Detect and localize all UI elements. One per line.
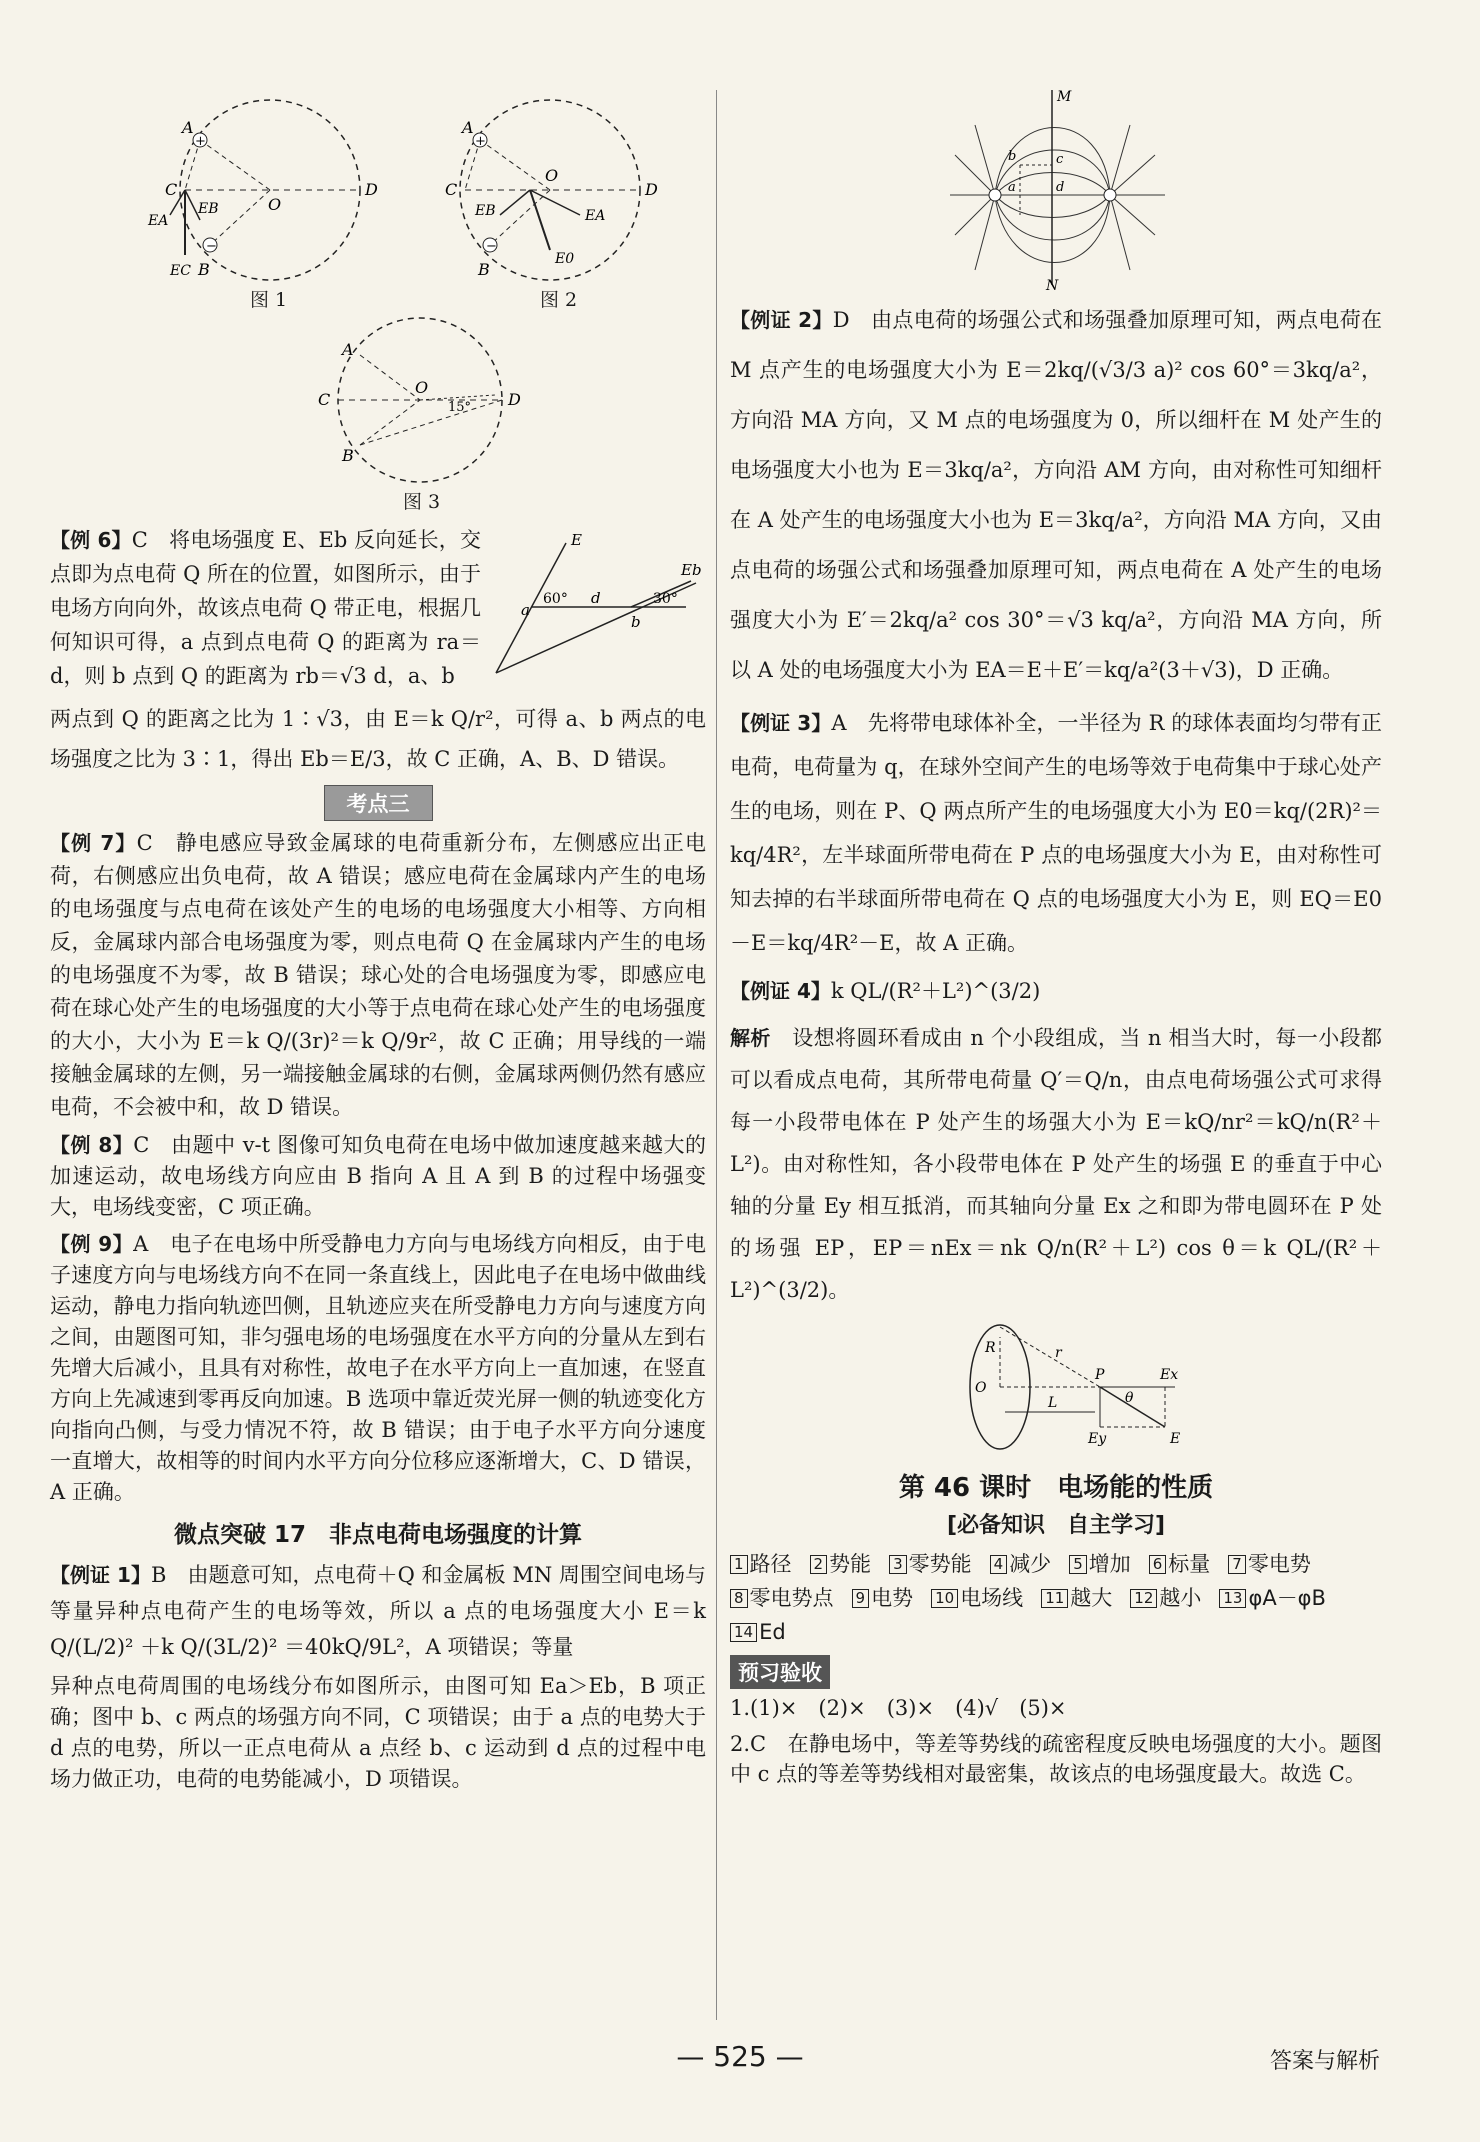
example-7	[50, 827, 706, 1124]
keyword-item	[1219, 1581, 1326, 1615]
keyword-item	[1228, 1547, 1311, 1581]
svg-text:a: a	[521, 601, 530, 619]
svg-text:EC: EC	[170, 263, 191, 279]
keyword-item	[730, 1581, 834, 1615]
verification-1	[50, 1557, 706, 1795]
svg-text:A: A	[462, 118, 474, 137]
keyword-number: 11	[1041, 1589, 1068, 1608]
verification-4-answer: k QL/(R²＋L²)^(3/2)	[830, 979, 1041, 1003]
example-6-tag: 【例 6】	[50, 528, 132, 552]
svg-text:E0: E0	[555, 251, 575, 267]
example-9-text: A 电子在电场中所受静电力方向与电场线方向相反，由于电子速度方向与电场线方向不在同一条直线上，因此电子在电场中做曲线运动，静电力指向轨迹凹侧，且轨迹应夹在所受静电力方向与速度方向之间，由题图可知，非匀强电场的电场强度在水平方向的分量从左到右先增大后减小，且具有对称性，故电子在水平方向上一直加速，在竖直方向上先减速到零再反向加速。B 选项中靠近荧光屏一侧的轨迹变化方向指向凸侧，与受力情况不符，故 B 错误；由于电子水平方向分速度一直增大，故相等的时间内水平方向分位移应逐渐增大，C、D 错误，A 正确。	[50, 1232, 706, 1504]
svg-text:+: +	[475, 134, 486, 149]
verification-3-text: A 先将带电球体补全，一半径为 R 的球体表面均匀带有正电荷，电荷量为 q，在球外空间产生的电场等效于电荷集中于球心处产生的电场，则在 P、Q 两点所产生的电场强度大小为 E0＝kq/(2R)²＝kq/4R²，左半球面所带电荷在 P 点的电场强度大小为 E，由对称性可知去掉的右半球面所带电荷在 Q 点的电场强度大小为 E，则 EQ＝E0－E＝kq/4R²－E，故 A 正确。	[730, 711, 1382, 955]
example-6-text-1: C 将电场强度 E、Eb 反向延长，交点即为点电荷 Q 所在的位置，如图所示，由于电场方向向外，故该点电荷 Q 带正电，根据几何知识可得，a 点到点电荷 Q 的距离为 ra＝d，则 b 点到 Q 的距离为 rb＝√3 d，a、b	[50, 528, 481, 688]
keyword-number: 7	[1228, 1555, 1246, 1574]
keyword-item	[1149, 1547, 1211, 1581]
keyword-item	[730, 1547, 792, 1581]
svg-text:+: +	[195, 134, 206, 149]
keyword-number: 5	[1069, 1555, 1087, 1574]
analysis-text: 设想将圆环看成由 n 个小段组成，当 n 相当大时，每一小段都可以看成点电荷，其所带电荷量 Q′＝Q/n，由点电荷场强公式可求得每一小段带电体在 P 处产生的场强大小为 E＝kQ/nr²＝kQ/n(R²＋L²)。由对称性知，各小段带电体在 P 处产生的场强 E 的垂直于中心轴的分量 Ey 相互抵消，而其轴向分量 Ex 之和即为带电圆环在 P 处的场强 EP，EP＝nEx＝nk Q/n(R²＋L²) cos θ＝k QL/(R²＋L²)^(3/2)。	[730, 1026, 1383, 1302]
keyword-list	[730, 1547, 1382, 1649]
example-8-text: C 由题中 v-t 图像可知负电荷在电场中做加速度越来越大的加速运动，故电场线方向应由 B 指向 A 且 A 到 B 的过程中场强变大，电场线变密，C 项正确。	[50, 1133, 706, 1219]
keyword-number: 3	[889, 1555, 907, 1574]
svg-text:30°: 30°	[653, 591, 678, 607]
svg-text:r: r	[1055, 1345, 1062, 1361]
example-9-tag: 【例 9】	[50, 1232, 134, 1256]
verification-4	[730, 971, 1382, 1311]
keyword-text: 越小	[1159, 1586, 1202, 1610]
micro-breakthrough-heading: 微点突破 17 非点电荷电场强度的计算	[173, 1522, 582, 1548]
keyword-number: 14	[730, 1623, 757, 1642]
footer-section: 答案与解析	[1269, 2049, 1380, 2074]
verification-2	[730, 295, 1382, 695]
keyword-item	[889, 1547, 972, 1581]
figure-3-caption: 图 3	[403, 491, 441, 513]
example-8	[50, 1130, 706, 1223]
svg-text:60°: 60°	[543, 591, 568, 607]
keyword-text: 电场线	[960, 1586, 1024, 1610]
keyword-text: 越大	[1070, 1586, 1113, 1610]
svg-text:−: −	[206, 239, 217, 254]
svg-text:EA: EA	[585, 208, 606, 224]
svg-text:b: b	[631, 613, 641, 631]
keyword-item	[1130, 1581, 1201, 1615]
svg-text:b: b	[1008, 149, 1017, 164]
example-6-figure	[491, 523, 706, 683]
svg-text:Ey: Ey	[1088, 1431, 1107, 1447]
must-know-heading: [必备知识 自主学习]	[946, 1513, 1166, 1538]
keyword-number: 10	[931, 1589, 958, 1608]
example-7-text: C 静电感应导致金属球的电荷重新分布，左侧感应出正电荷，右侧感应出负电荷，故 A 错误；感应电荷在金属球内产生的电场的电场强度与点电荷在该处产生的电场的电场强度大小相等、方向相反，金属球内部合电场强度为零，则点电荷 Q 在金属球内产生的电场的电场强度不为零，故 B 错误；球心处的合电场强度为零，即感应电荷在球心处产生的电场强度的大小等于点电荷在球心处产生的电场强度的大小，大小为 E＝k Q/(3r)²＝k Q/9r²，故 C 正确；用导线的一端接触金属球的左侧，另一端接触金属球的右侧，金属球两侧仍然有感应电荷，不会被中和，故 D 错误。	[50, 831, 706, 1119]
verification-1-text-1: B 由题意可知，点电荷＋Q 和金属板 MN 周围空间电场与等量异种点电荷产生的电场等效，所以 a 点的电场强度大小 E＝k Q/(L/2)² ＋k Q/(3L/2)² ＝40kQ/9L²，A 项错误；等量	[50, 1563, 706, 1659]
figure-2	[420, 85, 680, 315]
example-6-text-2: 两点到 Q 的距离之比为 1∶√3，由 E＝k Q/r²，可得 a、b 两点的电场强度之比为 3∶1，得出 Eb＝E/3，故 C 正确，A、B、D 错误。	[50, 707, 706, 771]
keyword-item	[990, 1547, 1052, 1581]
figures-row-2	[50, 315, 706, 515]
keyword-number: 9	[852, 1589, 870, 1608]
svg-text:Eb: Eb	[681, 561, 702, 579]
keyword-number: 8	[730, 1589, 748, 1608]
svg-text:EA: EA	[148, 213, 169, 229]
example-6	[50, 523, 706, 779]
verification-4-tag: 【例证 4】	[730, 979, 831, 1003]
keyword-item	[852, 1581, 914, 1615]
verification-1-text-2: 异种点电荷周围的电场线分布如图所示，由图可知 Ea＞Eb，B 项正确；图中 b、c 两点的场强方向不同，C 项错误；由于 a 点的电势大于 d 点的电势，所以一正点电荷从 a 点经 b、c 运动到 d 点的过程中电场力做正功，电荷的电势能减小，D 项错误。	[50, 1674, 706, 1791]
verification-3-tag: 【例证 3】	[730, 711, 832, 735]
svg-text:R: R	[985, 1340, 996, 1356]
figures-row-1	[50, 85, 706, 315]
svg-text:d: d	[1056, 180, 1065, 195]
svg-text:EB: EB	[198, 201, 219, 217]
keyword-text: 零电势	[1247, 1552, 1311, 1576]
keyword-text: 零势能	[908, 1552, 972, 1576]
keyword-item	[1069, 1547, 1131, 1581]
answer-2: 2.C 在静电场中，等差等势线的疏密程度反映电场强度的大小。题图中 c 点的等差等势线相对最密集，故该点的电场强度最大。故选 C。	[730, 1732, 1382, 1786]
svg-text:O: O	[975, 1380, 987, 1396]
keyword-number: 1	[730, 1555, 748, 1574]
svg-text:θ: θ	[1125, 1390, 1134, 1406]
verification-1-tag: 【例证 1】	[50, 1563, 151, 1587]
verification-2-tag: 【例证 2】	[730, 308, 833, 332]
keyword-item	[730, 1615, 786, 1649]
svg-text:O: O	[415, 378, 429, 397]
svg-text:N: N	[1046, 278, 1059, 290]
lesson-title: 第 46 课时 电场能的性质	[898, 1473, 1214, 1503]
keyword-text: 电势	[871, 1586, 914, 1610]
svg-text:P: P	[1095, 1367, 1105, 1383]
keyword-number: 6	[1149, 1555, 1167, 1574]
verification-3	[730, 701, 1382, 965]
keyword-number: 2	[810, 1555, 828, 1574]
keyword-text: 减少	[1009, 1552, 1052, 1576]
svg-text:C: C	[445, 180, 458, 199]
figure-2-caption: 图 2	[540, 289, 578, 311]
svg-text:L: L	[1048, 1395, 1058, 1411]
svg-text:c: c	[1056, 152, 1064, 167]
keyword-text: φA－φB	[1248, 1586, 1326, 1610]
keyword-number: 13	[1219, 1589, 1246, 1608]
svg-text:15°: 15°	[448, 400, 472, 415]
example-9	[50, 1229, 706, 1508]
svg-text:EB: EB	[475, 203, 496, 219]
keyword-number: 12	[1130, 1589, 1157, 1608]
keyword-number: 4	[990, 1555, 1008, 1574]
keyword-item	[810, 1547, 872, 1581]
preview-badge: 预习验收	[730, 1655, 830, 1689]
svg-text:a: a	[1008, 180, 1016, 195]
column-divider	[716, 90, 717, 2020]
figure-1	[140, 85, 400, 315]
field-lines-figure-wrap	[730, 85, 1382, 295]
figure-3	[290, 315, 550, 495]
svg-text:D: D	[365, 180, 378, 199]
ring-figure	[960, 1317, 1200, 1452]
keyword-text: 增加	[1088, 1552, 1131, 1576]
svg-text:d: d	[591, 589, 601, 607]
section-badge: 考点三	[324, 785, 433, 821]
keyword-item	[931, 1581, 1023, 1615]
svg-text:B: B	[478, 260, 490, 279]
svg-text:B: B	[342, 446, 354, 465]
svg-text:O: O	[545, 166, 559, 185]
svg-text:E: E	[1170, 1431, 1181, 1447]
section-3-heading	[50, 785, 706, 821]
example-8-tag: 【例 8】	[50, 1133, 134, 1157]
svg-text:O: O	[268, 195, 282, 214]
svg-text:C: C	[318, 390, 331, 409]
svg-text:A: A	[182, 118, 194, 137]
figure-1-caption: 图 1	[250, 289, 288, 311]
field-lines-figure	[950, 85, 1170, 290]
verification-2-text: D 由点电荷的场强公式和场强叠加原理可知，两点电荷在 M 点产生的电场强度大小为 E＝2kq/(√3/3 a)² cos 60°＝3kq/a²，方向沿 MA 方向，又 M 点的电场强度为 0，所以细杆在 M 处产生的电场强度大小也为 E＝3kq/a²，方向沿 AM 方向，由对称性可知细杆在 A 处产生的电场强度大小也为 E＝3kq/a²，方向沿 MA 方向，又由点电荷的场强公式和场强叠加原理可知，两点电荷在 A 处产生的电场强度大小为 E′＝2kq/a² cos 30°＝√3 kq/a²，方向沿 MA 方向，所以 A 处的电场强度大小为 EA＝E＋E′＝kq/a²(3＋√3)，D 正确。	[730, 308, 1382, 682]
example-7-tag: 【例 7】	[50, 831, 137, 855]
svg-text:D: D	[508, 390, 521, 409]
keyword-item	[1041, 1581, 1112, 1615]
svg-text:E: E	[571, 531, 582, 549]
svg-text:B: B	[198, 260, 210, 279]
keyword-text: 势能	[829, 1552, 872, 1576]
svg-text:−: −	[486, 239, 497, 254]
ring-figure-wrap	[730, 1317, 1382, 1457]
analysis-tag: 解析	[730, 1026, 771, 1050]
keyword-text: 路径	[749, 1552, 792, 1576]
answer-1: 1.(1)× (2)× (3)× (4)√ (5)×	[730, 1696, 1067, 1720]
left-column	[50, 85, 706, 1801]
svg-text:C: C	[165, 180, 178, 199]
keyword-text: 零电势点	[749, 1586, 834, 1610]
preview-heading	[730, 1655, 1382, 1689]
svg-text:M: M	[1057, 89, 1072, 105]
right-column	[730, 85, 1382, 1795]
keyword-text: Ed	[759, 1620, 786, 1644]
page-number: — 525 —	[676, 2040, 804, 2073]
svg-text:D: D	[645, 180, 658, 199]
svg-text:Ex: Ex	[1160, 1367, 1179, 1383]
svg-text:A: A	[342, 340, 354, 359]
keyword-text: 标量	[1168, 1552, 1211, 1576]
